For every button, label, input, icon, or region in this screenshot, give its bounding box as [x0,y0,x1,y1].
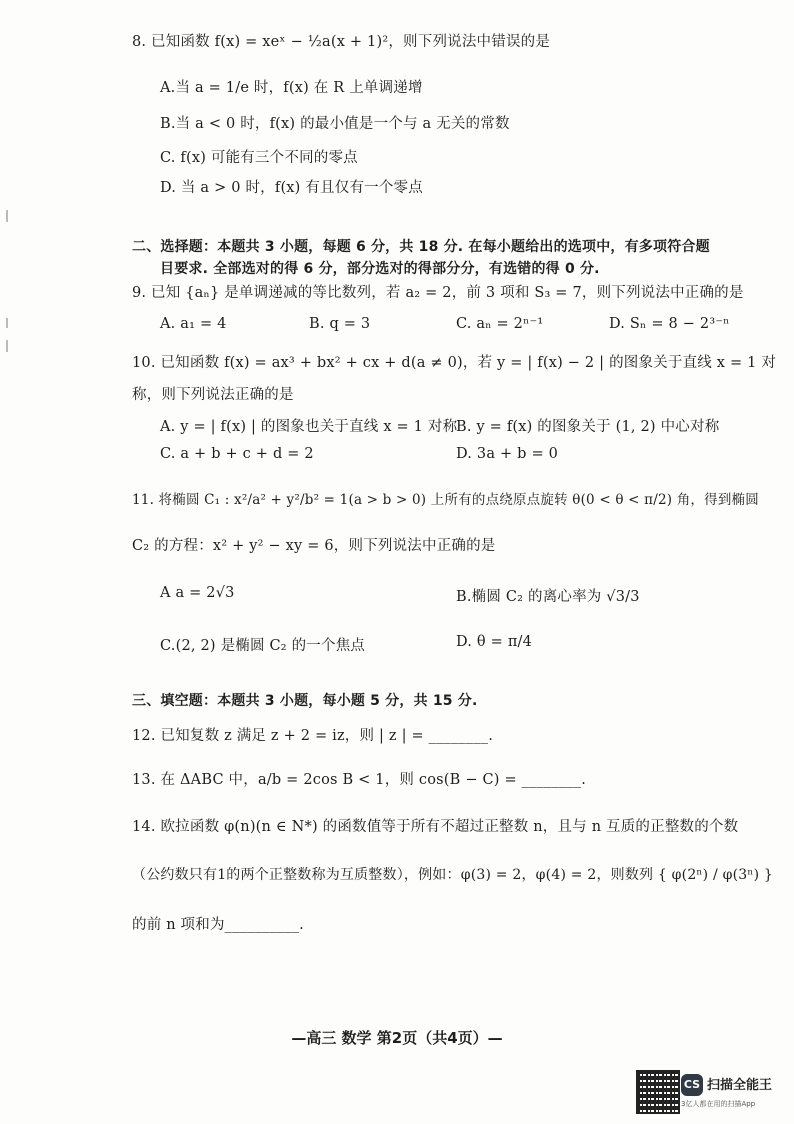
section2-header-line2: 目要求. 全部选对的得 6 分，部分选对的得部分分，有选错的得 0 分. [160,261,600,277]
q9-stem: 9. 已知 {aₙ} 是单调递减的等比数列，若 a₂ = 2，前 3 项和 S₃ = 7，则下列说法中正确的是 [132,285,744,301]
q14-stem-line3: 的前 n 项和为__________. [132,917,304,933]
qr-code-icon [636,1070,680,1114]
q9-option-a: A. a₁ = 4 [160,316,227,332]
q10-stem-line1: 10. 已知函数 f(x) = ax³ + bx² + cx + d(a ≠ 0)，若 y = | f(x) − 2 | 的图象关于直线 x = 1 对 [132,355,777,371]
q12-stem: 12. 已知复数 z 满足 z + 2 = iz，则 | z | = ________. [132,728,494,744]
camscanner-logo: CS [681,1074,703,1096]
scan-artifact [6,340,8,352]
section3-header: 三、填空题：本题共 3 小题，每小题 5 分，共 15 分. [132,693,478,709]
q9-option-b: B. q = 3 [309,316,371,332]
q8-option-c: C. f(x) 可能有三个不同的零点 [160,150,358,166]
q11-stem-line1: 11. 将椭圆 C₁ : x²/a² + y²/b² = 1(a > b > 0) 上所有的点绕原点旋转 θ(0 < θ < π/2) 角，得到椭圆 [132,492,759,508]
q11-option-d: D. θ = π/4 [456,634,533,650]
camscanner-tagline: 3亿人都在用的扫描App [681,1100,756,1108]
q13-stem: 13. 在 ΔABC 中，a/b = 2cos B < 1，则 cos(B − C) = ________. [132,772,587,788]
scan-artifact [6,318,8,328]
q8-stem: 8. 已知函数 f(x) = xeˣ − ½a(x + 1)²，则下列说法中错误的是 [132,34,551,50]
q8-option-a: A.当 a = 1/e 时，f(x) 在 R 上单调递增 [160,80,423,96]
q11-option-b: B.椭圆 C₂ 的离心率为 √3/3 [456,589,640,605]
page-footer: —高三 数学 第2页（共4页）— [291,1029,503,1047]
q10-option-b: B. y = f(x) 的图象关于 (1, 2) 中心对称 [456,419,720,435]
q10-option-a: A. y = | f(x) | 的图象也关于直线 x = 1 对称 [160,419,458,435]
q11-option-a: A a = 2√3 [160,585,235,601]
q11-option-c: C.(2, 2) 是椭圆 C₂ 的一个焦点 [160,638,366,654]
q10-stem-line2: 称，则下列说法正确的是 [132,387,294,403]
q9-option-c: C. aₙ = 2ⁿ⁻¹ [456,316,544,332]
q10-option-c: C. a + b + c + d = 2 [160,446,314,462]
scan-artifact [6,210,8,222]
q11-stem-line2: C₂ 的方程：x² + y² − xy = 6，则下列说法中正确的是 [132,538,496,554]
q9-option-d: D. Sₙ = 8 − 2³⁻ⁿ [609,316,730,332]
q8-option-d: D. 当 a > 0 时，f(x) 有且仅有一个零点 [160,180,423,196]
camscanner-name: 扫描全能王 [707,1078,773,1093]
q8-option-b: B.当 a < 0 时，f(x) 的最小值是一个与 a 无关的常数 [160,116,510,132]
q14-stem-line2: （公约数只有1的两个正整数称为互质整数），例如：φ(3) = 2，φ(4) = 2，则数列 { φ(2ⁿ) / φ(3ⁿ) } [132,867,774,883]
q10-option-d: D. 3a + b = 0 [456,446,559,462]
q14-stem-line1: 14. 欧拉函数 φ(n)(n ∈ N*) 的函数值等于所有不超过正整数 n，且与 n 互质的正整数的个数 [132,819,739,835]
section2-header-line1: 二、选择题：本题共 3 小题，每题 6 分，共 18 分. 在每小题给出的选项中，有多项符合题 [132,239,710,255]
